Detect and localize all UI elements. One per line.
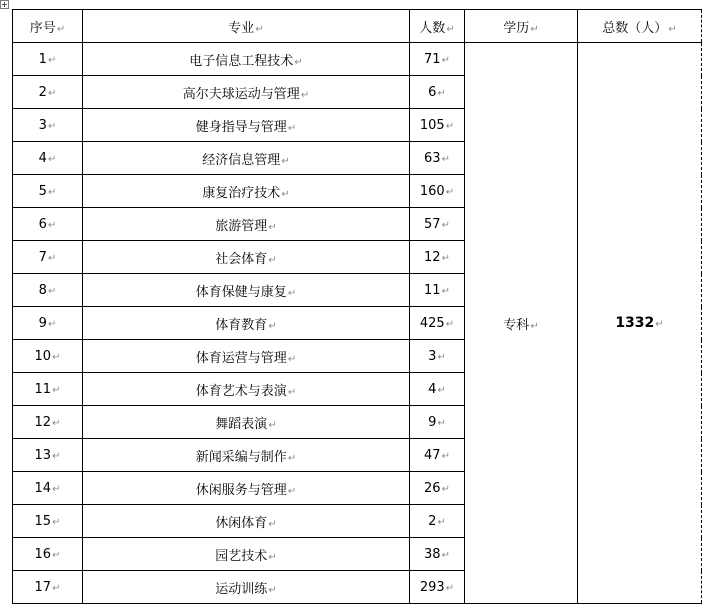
row-count-cell: 4↵	[410, 373, 465, 406]
row-major-cell: 健身指导与管理↵	[83, 109, 410, 142]
row-count-cell: 12↵	[410, 241, 465, 274]
table-row	[13, 43, 702, 76]
row-index-cell: 3↵	[13, 109, 83, 142]
row-index-cell: 15↵	[13, 505, 83, 538]
row-count-cell: 6↵	[410, 76, 465, 109]
row-count-cell: 57↵	[410, 208, 465, 241]
row-count-cell: 47↵	[410, 439, 465, 472]
header-total: 总数（人）↵	[578, 10, 702, 43]
row-count-cell: 105↵	[410, 109, 465, 142]
row-index-cell: 11↵	[13, 373, 83, 406]
row-index-cell: 12↵	[13, 406, 83, 439]
row-count-cell: 293↵	[410, 571, 465, 604]
row-major-cell: 体育运营与管理↵	[83, 340, 410, 373]
row-index-cell: 16↵	[13, 538, 83, 571]
row-major-cell: 高尔夫球运动与管理↵	[83, 76, 410, 109]
row-count-cell: 2↵	[410, 505, 465, 538]
row-major-cell: 体育艺术与表演↵	[83, 373, 410, 406]
row-index-cell: 7↵	[13, 241, 83, 274]
row-major-cell: 休闲体育↵	[83, 505, 410, 538]
row-count-cell: 3↵	[410, 340, 465, 373]
row-index-cell: 2↵	[13, 76, 83, 109]
row-index-cell: 14↵	[13, 472, 83, 505]
row-count-cell: 26↵	[410, 472, 465, 505]
row-count-cell: 63↵	[410, 142, 465, 175]
education-cell: 专科↵	[465, 43, 578, 604]
row-count-cell: 38↵	[410, 538, 465, 571]
row-major-cell: 新闻采编与制作↵	[83, 439, 410, 472]
row-index-cell: 13↵	[13, 439, 83, 472]
row-major-cell: 体育保健与康复↵	[83, 274, 410, 307]
row-major-cell: 经济信息管理↵	[83, 142, 410, 175]
total-cell: 1332↵	[578, 43, 702, 604]
header-education: 学历↵	[465, 10, 578, 43]
table-move-handle-icon[interactable]	[0, 0, 9, 9]
row-index-cell: 6↵	[13, 208, 83, 241]
row-count-cell: 11↵	[410, 274, 465, 307]
enrollment-table	[12, 9, 702, 604]
header-major: 专业↵	[83, 10, 410, 43]
header-index: 序号↵	[13, 10, 83, 43]
row-major-cell: 社会体育↵	[83, 241, 410, 274]
row-major-cell: 电子信息工程技术↵	[83, 43, 410, 76]
row-index-cell: 17↵	[13, 571, 83, 604]
row-major-cell: 运动训练↵	[83, 571, 410, 604]
row-major-cell: 舞蹈表演↵	[83, 406, 410, 439]
row-index-cell: 10↵	[13, 340, 83, 373]
row-count-cell: 9↵	[410, 406, 465, 439]
row-count-cell: 160↵	[410, 175, 465, 208]
row-major-cell: 体育教育↵	[83, 307, 410, 340]
row-major-cell: 休闲服务与管理↵	[83, 472, 410, 505]
row-major-cell: 旅游管理↵	[83, 208, 410, 241]
row-major-cell: 园艺技术↵	[83, 538, 410, 571]
row-count-cell: 425↵	[410, 307, 465, 340]
row-index-cell: 4↵	[13, 142, 83, 175]
row-major-cell: 康复治疗技术↵	[83, 175, 410, 208]
row-index-cell: 5↵	[13, 175, 83, 208]
header-row	[13, 10, 702, 43]
row-index-cell: 1↵	[13, 43, 83, 76]
row-index-cell: 9↵	[13, 307, 83, 340]
header-count: 人数↵	[410, 10, 465, 43]
row-index-cell: 8↵	[13, 274, 83, 307]
row-count-cell: 71↵	[410, 43, 465, 76]
